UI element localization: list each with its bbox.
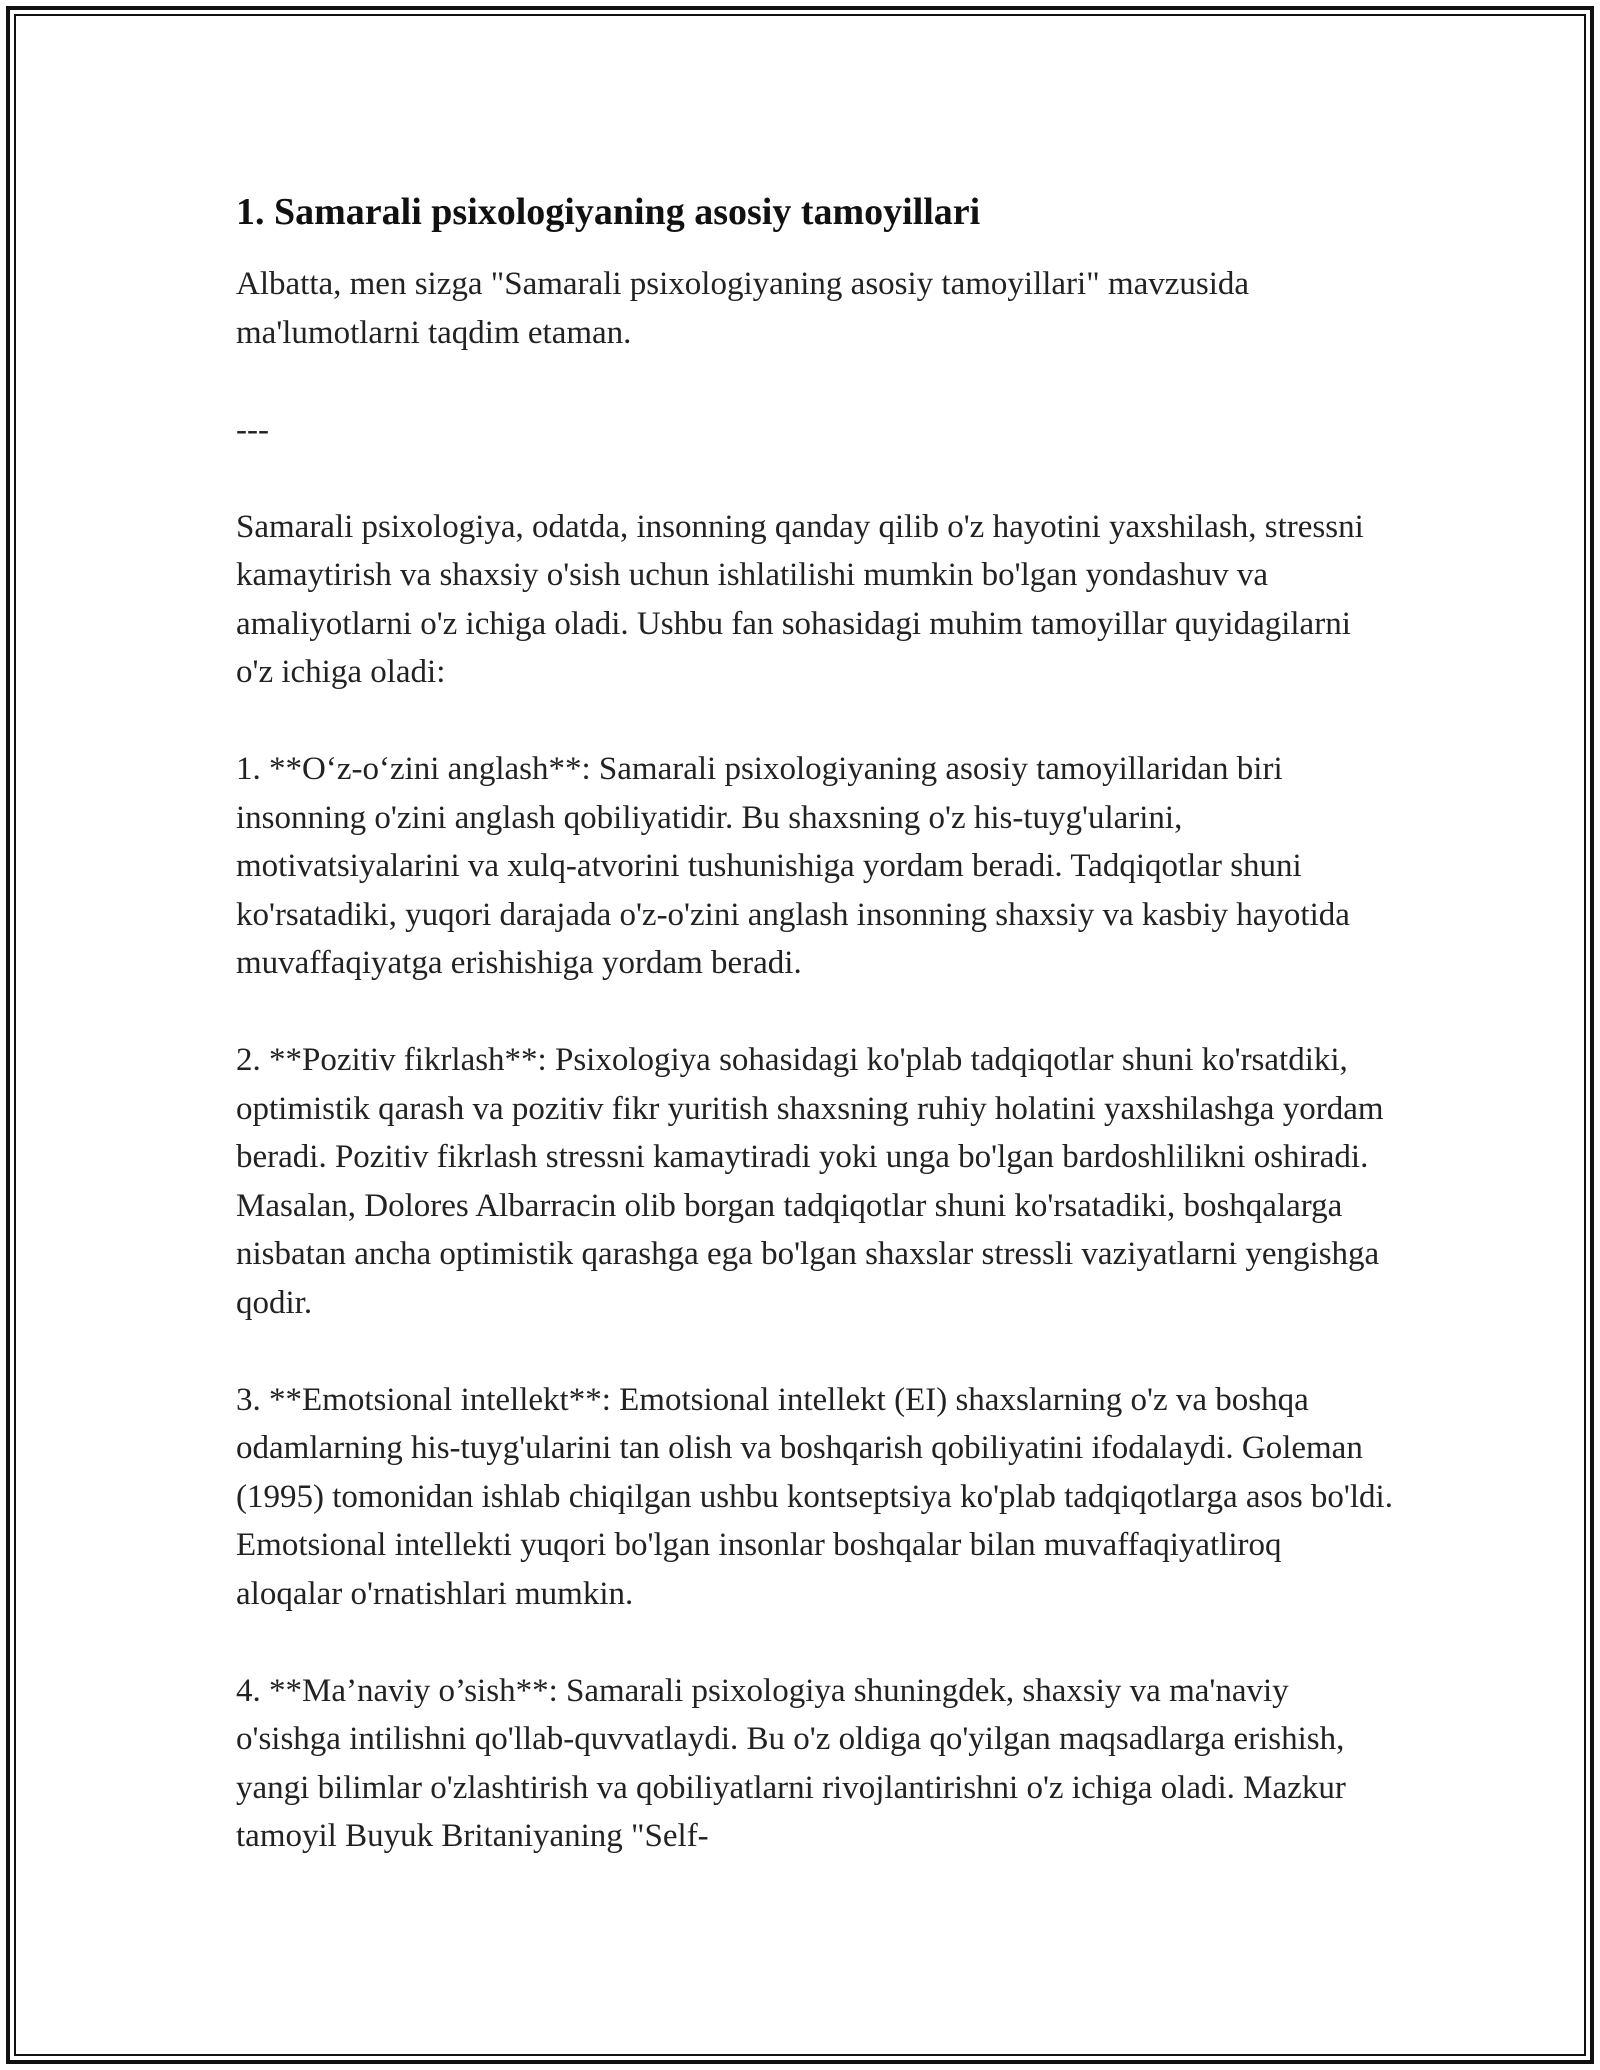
document-title: 1. Samarali psixologiyaning asosiy tamoyillari [236, 191, 981, 233]
intro-paragraph: Albatta, men sizga "Samarali psixologiyaning asosiy tamoyillari" mavzusida ma'lumotlarni taqdim etaman. [236, 266, 1250, 351]
principle-2-paragraph: 2. **Pozitiv fikrlash**: Psixologiya sohasidagi ko'plab tadqiqotlar shuni ko'rsatdiki, optimistik qarash va pozitiv fikr yuritish shaxsning ruhiy holatini yaxshilashga yordam beradi. Pozitiv fikrlash stressni kamaytiradi yoki unga bo'lgan bardoshlilikni oshiradi. Masalan, Dolores Albarracin olib borgan tadqiqotlar shuni ko'rsatadiki, boshqalarga nisbatan ancha optimistik qarashga ega bo'lgan shaxslar stressli vaziyatlarni yengishga qodir. [236, 1042, 1384, 1321]
principle-1-paragraph: 1. **O‘z-o‘zini anglash**: Samarali psixologiyaning asosiy tamoyillaridan biri insonning o'zini anglash qobiliyatidir. Bu shaxsning o'z his-tuyg'ularini, motivatsiyalarini va xulq-atvorini tushunishiga yordam beradi. Tadqiqotlar shuni ko'rsatadiki, yuqori darajada o'z-o'zini anglash insonning shaxsiy va kasbiy hayotida muvaffaqiyatga erishishiga yordam beradi. [236, 751, 1350, 981]
separator-line: --- [236, 411, 269, 448]
principle-4-paragraph: 4. **Ma’naviy o’sish**: Samarali psixologiya shuningdek, shaxsiy va ma'naviy o'sishga intilishni qo'llab-quvvatlaydi. Bu o'z oldiga qo'yilgan maqsadlarga erishish, yangi bilimlar o'zlashtirish va qobiliyatlarni rivojlantirishni o'z ichiga oladi. Mazkur tamoyil Buyuk Britaniyaning "Self- [236, 1672, 1346, 1854]
document-body [236, 188, 1396, 1909]
overview-paragraph: Samarali psixologiya, odatda, insonning qanday qilib o'z hayotini yaxshilash, stressni kamaytirish va shaxsiy o'sish uchun ishlatilishi mumkin bo'lgan yondashuv va amaliyotlarni o'z ichiga oladi. Ushbu fan sohasidagi muhim tamoyillar quyidagilarni o'z ichiga oladi: [236, 508, 1364, 690]
principle-3-paragraph: 3. **Emotsional intellekt**: Emotsional intellekt (EI) shaxslarning o'z va boshqa odamlarning his-tuyg'ularini tan olish va boshqarish qobiliyatini ifodalaydi. Goleman (1995) tomonidan ishlab chiqilgan ushbu kontseptsiya ko'plab tadqiqotlarga asos bo'ldi. Emotsional intellekti yuqori bo'lgan insonlar boshqalar bilan muvaffaqiyatliroq aloqalar o'rnatishlari mumkin. [236, 1381, 1393, 1612]
